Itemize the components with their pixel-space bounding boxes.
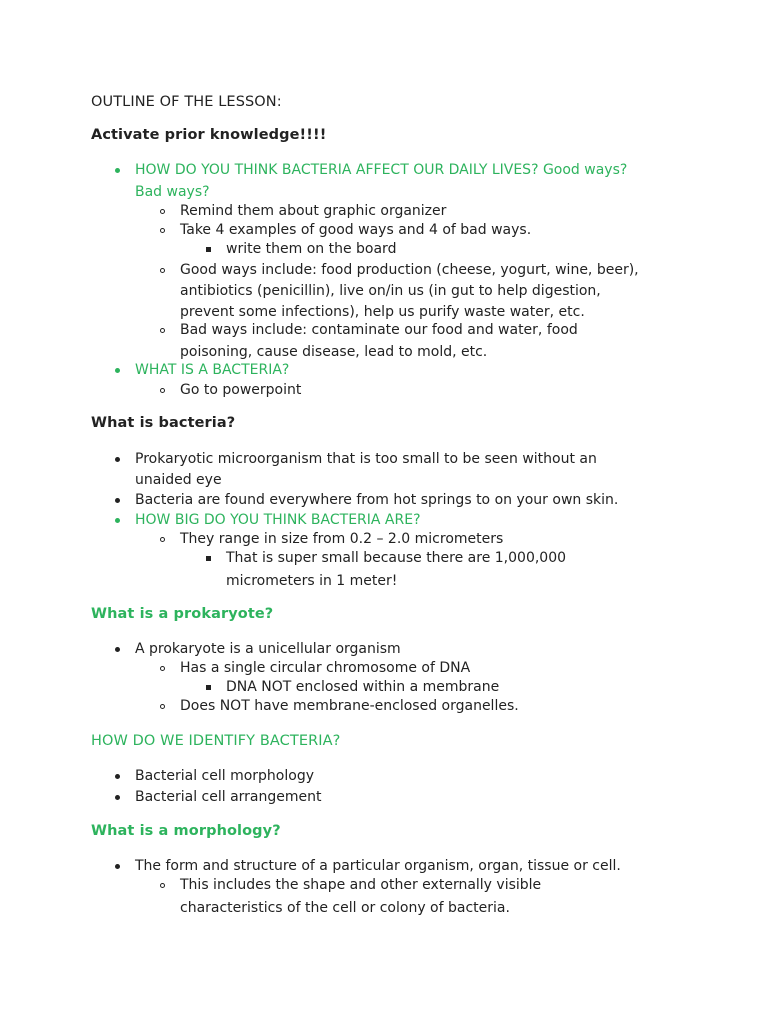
question-how-big: HOW BIG DO YOU THINK BACTERIA ARE? — [135, 512, 421, 528]
bullet-circle-icon — [158, 659, 166, 671]
bullet-disc-icon — [113, 450, 121, 462]
list-item-unicellular: A prokaryote is a unicellular organism — [135, 641, 401, 657]
bullet-circle-icon — [158, 321, 166, 333]
question-what-is-bacteria: WHAT IS A BACTERIA? — [135, 362, 290, 378]
question-daily-lives-cont: Bad ways? — [135, 184, 210, 200]
list-item-powerpoint: Go to powerpoint — [180, 382, 302, 398]
question-daily-lives: HOW DO YOU THINK BACTERIA AFFECT OUR DAILY LIVES? Good ways? — [135, 162, 628, 178]
bullet-circle-icon — [158, 221, 166, 233]
list-item-dna-not-enclosed: DNA NOT enclosed within a membrane — [226, 679, 500, 695]
list-item-shape: This includes the shape and other externally visible — [180, 877, 542, 893]
bullet-circle-icon — [158, 261, 166, 273]
list-item-morphology: Bacterial cell morphology — [135, 768, 314, 784]
bullet-circle-icon — [158, 381, 166, 393]
bullet-disc-icon — [113, 161, 121, 173]
list-item-take4: Take 4 examples of good ways and 4 of bad ways. — [180, 222, 532, 238]
list-item-size-range: They range in size from 0.2 – 2.0 micrometers — [180, 531, 504, 547]
list-item-chromosome: Has a single circular chromosome of DNA — [180, 660, 471, 676]
bullet-square-icon — [204, 549, 212, 561]
bullet-square-icon — [204, 678, 212, 690]
bullet-circle-icon — [158, 530, 166, 542]
list-item-found-everywhere: Bacteria are found everywhere from hot springs to on your own skin. — [135, 492, 619, 508]
bullet-disc-icon — [113, 511, 121, 523]
list-item-super-small-cont: micrometers in 1 meter! — [226, 573, 398, 589]
list-item-good-ways-cont: antibiotics (penicillin), live on/in us (in gut to help digestion, — [180, 283, 601, 299]
list-item-arrangement: Bacterial cell arrangement — [135, 789, 322, 805]
bullet-circle-icon — [158, 202, 166, 214]
bullet-square-icon — [204, 240, 212, 252]
heading-what-is-bacteria: What is bacteria? — [91, 415, 236, 431]
list-item-bad-ways-cont: poisoning, cause disease, lead to mold, etc. — [180, 344, 488, 360]
list-item-prokaryotic: Prokaryotic microorganism that is too small to be seen without an — [135, 451, 597, 467]
list-item-bad-ways: Bad ways include: contaminate our food and water, food — [180, 322, 578, 338]
list-item-good-ways: Good ways include: food production (cheese, yogurt, wine, beer), — [180, 262, 639, 278]
heading-what-is-prokaryote: What is a prokaryote? — [91, 606, 274, 622]
list-item-good-ways-cont: prevent some infections), help us purify waste water, etc. — [180, 304, 585, 320]
list-item-shape-cont: characteristics of the cell or colony of bacteria. — [180, 900, 510, 916]
heading-activate: Activate prior knowledge!!!! — [91, 127, 327, 143]
bullet-disc-icon — [113, 788, 121, 800]
list-item-form-structure: The form and structure of a particular organism, organ, tissue or cell. — [135, 858, 621, 874]
heading-outline: OUTLINE OF THE LESSON: — [91, 94, 282, 110]
heading-what-is-morphology: What is a morphology? — [91, 823, 281, 839]
bullet-disc-icon — [113, 640, 121, 652]
bullet-disc-icon — [113, 767, 121, 779]
list-item-organelles: Does NOT have membrane-enclosed organelles. — [180, 698, 519, 714]
bullet-disc-icon — [113, 491, 121, 503]
list-item-prokaryotic-cont: unaided eye — [135, 472, 222, 488]
heading-how-identify: HOW DO WE IDENTIFY BACTERIA? — [91, 733, 341, 749]
list-item-write: write them on the board — [226, 241, 397, 257]
bullet-circle-icon — [158, 876, 166, 888]
bullet-disc-icon — [113, 361, 121, 373]
bullet-circle-icon — [158, 697, 166, 709]
list-item-super-small: That is super small because there are 1,000,000 — [226, 550, 567, 566]
bullet-disc-icon — [113, 857, 121, 869]
list-item-remind: Remind them about graphic organizer — [180, 203, 447, 219]
